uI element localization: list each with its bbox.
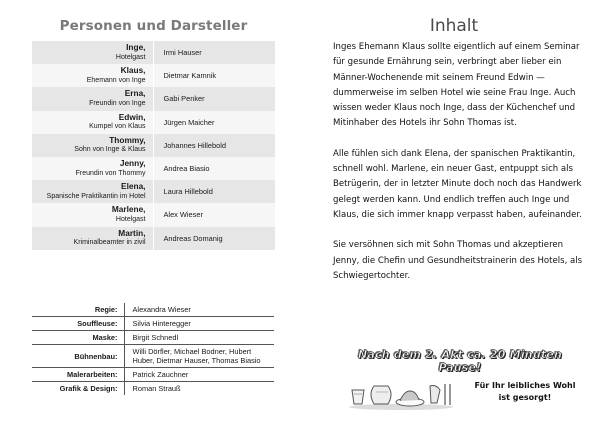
cast-table	[32, 41, 275, 250]
crew-row	[32, 317, 274, 331]
cast-row	[32, 134, 275, 157]
crew-label: Maske:	[32, 331, 124, 345]
cast-row	[32, 64, 275, 87]
pause-banner: Nach dem 2. Akt ca. 20 Minuten Pause!	[357, 348, 563, 374]
cast-row	[32, 203, 275, 226]
crew-row	[32, 331, 274, 345]
role-name: Edwin,	[118, 111, 146, 122]
role-name: Martin,	[118, 227, 146, 238]
crew-value: Birgit Schnedl	[132, 333, 179, 342]
crew-row	[32, 303, 274, 317]
crew-row	[32, 382, 274, 396]
food-drinks-icon	[346, 378, 456, 412]
role-description: Spanische Praktikantin im Hotel	[46, 192, 146, 200]
inhalt-title: Inhalt	[429, 16, 479, 36]
crew-value: Alexandra Wieser	[132, 305, 191, 314]
role-name: Inge,	[126, 42, 146, 53]
actor-name: Johannes Hillebold	[153, 134, 275, 157]
role-name: Erna,	[124, 88, 146, 99]
role-description: Kriminalbeamter in zivil	[73, 239, 146, 247]
role-name: Marlene,	[111, 204, 146, 215]
crew-table	[32, 303, 274, 395]
cast-row	[32, 180, 275, 203]
inhalt-paragraph: Sie versöhnen sich mit Sohn Thomas und akzeptieren Jenny, die Chefin und Gesundheitstrainerin des Hotels, als Schwiegertochter.	[333, 240, 583, 281]
actor-name: Laura Hillebold	[153, 180, 275, 203]
cast-title: Personen und Darsteller	[59, 18, 248, 34]
inhalt-paragraph: Alle fühlen sich dank Elena, der spanischen Praktikantin, schnell wohl. Marlene, ein neuer Gast, entpuppt sich als Betrügerin, der in letzter Minute doch noch das Handwerk gelegt werden kann. Und endlich treffen auch Inge und Klaus, die sich immer knapp verpasst haben, aufeinander.	[333, 148, 582, 220]
crew-value: Roman Strauß	[132, 384, 181, 393]
role-name: Klaus,	[120, 65, 146, 76]
cast-row	[32, 87, 275, 110]
crew-label: Regie:	[32, 303, 124, 317]
cast-row	[32, 111, 275, 134]
role-description: Hotelgast	[115, 53, 146, 61]
crew-label: Grafik & Design:	[32, 382, 124, 396]
inhalt-section	[333, 16, 583, 299]
role-description: Freundin von Thommy	[75, 169, 146, 177]
role-description: Ehemann von Inge	[86, 76, 146, 84]
cast-section	[32, 18, 275, 250]
crew-label: Malerarbeiten:	[32, 368, 124, 382]
role-name: Thommy,	[109, 134, 146, 145]
actor-name: Andreas Domanig	[153, 227, 275, 250]
crew-value: Silvia Hinteregger	[132, 319, 191, 328]
inhalt-paragraph: Inges Ehemann Klaus sollte eigentlich auf einem Seminar für gesunde Ernährung sein, verbringt aber lieber ein Männer-Wochenende mit seinem Freund Edwin — dummerweise im selben Hotel wie seine Frau Inge. Auch wissen weder Klaus noch Inge, dass der Küchenchef und Mitinhaber des Hotels ihr Sohn Thomas ist.	[333, 42, 580, 129]
actor-name: Andrea Biasio	[153, 157, 275, 180]
crew-value: Willi Dörfler, Michael Bodner, Hubert Huber, Dietmar Hauser, Thomas Biasio	[132, 347, 261, 365]
crew-label: Souffleuse:	[32, 317, 124, 331]
cast-row	[32, 157, 275, 180]
cast-row	[32, 41, 275, 64]
crew-label: Bühnenbau:	[32, 345, 124, 368]
actor-name: Jürgen Maicher	[153, 111, 275, 134]
crew-value: Patrick Zauchner	[132, 370, 189, 379]
role-description: Kumpel von Klaus	[89, 123, 146, 131]
actor-name: Dietmar Kamnik	[153, 64, 275, 87]
role-description: Hotelgast	[115, 215, 146, 223]
actor-name: Irmi Hauser	[153, 41, 275, 64]
role-name: Elena,	[121, 181, 146, 192]
actor-name: Alex Wieser	[153, 203, 275, 226]
role-description: Freundin von Inge	[89, 99, 146, 107]
food-note-line1: Für Ihr leibliches Wohl	[474, 381, 576, 390]
role-name: Jenny,	[119, 158, 146, 169]
actor-name: Gabi Penker	[153, 87, 275, 110]
food-note	[460, 380, 590, 404]
crew-row	[32, 368, 274, 382]
crew-row	[32, 345, 274, 368]
food-note-line2: ist gesorgt!	[498, 393, 552, 402]
cast-row	[32, 227, 275, 250]
role-description: Sohn von Inge & Klaus	[74, 146, 146, 154]
